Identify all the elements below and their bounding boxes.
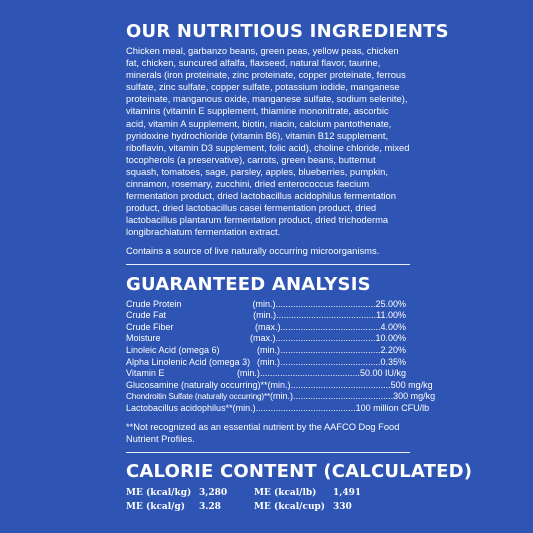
analysis-row (126, 391, 436, 403)
nutrient-name: Crude Protein (126, 298, 182, 309)
nutrient-value: ........................................300 mg/kg (293, 391, 436, 402)
nutrient-value: ........................................0.35% (280, 356, 406, 367)
calorie-value: 1,491 (333, 487, 362, 498)
analysis-heading: GUARANTEED ANALYSIS (126, 273, 371, 295)
nutrient-name: Chondroitin Sulfate (naturally occurring)** (126, 391, 271, 402)
nutrient-basis: (max.) (249, 333, 276, 344)
nutrient-basis: (max.) (254, 321, 281, 332)
nutrient-value: ........................................4.00% (280, 321, 406, 332)
calorie-label: ME (kcal/kg) (126, 487, 192, 498)
nutrient-name: Alpha Linolenic Acid (omega 3) (126, 356, 251, 367)
nutrient-value: ........................................10.00% (275, 333, 406, 344)
nutrient-value: ........................................2.20% (280, 344, 406, 355)
section-divider (126, 452, 410, 453)
calorie-heading: CALORIE CONTENT (CALCULATED) (126, 460, 473, 482)
analysis-row (126, 357, 406, 369)
nutrient-basis: (min.) (267, 379, 291, 390)
nutrient-name: Lactobacillus acidophilus** (126, 402, 233, 413)
aafco-footnote: **Not recognized as an essential nutrient by the AAFCO Dog Food Nutrient Profiles. (126, 421, 400, 444)
calorie-value: 330 (333, 501, 352, 512)
analysis-row (126, 322, 406, 334)
nutrient-value: ........................................50.00 IU/kg (259, 368, 406, 379)
analysis-row (126, 402, 430, 415)
analysis-row (126, 345, 406, 357)
nutrient-name: Glucosamine (naturally occurring)** (126, 379, 268, 390)
calorie-value: 3.28 (199, 501, 221, 512)
analysis-table (126, 298, 436, 415)
analysis-row (126, 310, 406, 322)
nutrient-name: Crude Fat (126, 310, 167, 321)
calorie-table (126, 486, 410, 514)
calorie-row (126, 486, 410, 500)
nutrient-value: ........................................11.00% (276, 310, 406, 321)
nutrient-name: Vitamin E (126, 368, 165, 379)
analysis-row (126, 379, 433, 392)
nutrient-value: ........................................100 million CFU/lb (255, 402, 430, 413)
nutrient-basis: (min.) (236, 368, 260, 379)
nutrient-name: Crude Fiber (126, 321, 174, 332)
calorie-label: ME (kcal/lb) (254, 487, 317, 498)
nutrient-value: ........................................500 mg/kg (290, 379, 433, 390)
calorie-row (126, 500, 410, 514)
nutrient-basis: (min.) (270, 391, 294, 402)
nutrient-basis: (min.) (256, 344, 280, 355)
nutrient-name: Linoleic Acid (omega 6) (126, 344, 220, 355)
nutrient-basis: (min.) (232, 402, 256, 413)
calorie-value: 3,280 (199, 487, 228, 498)
analysis-row (126, 299, 406, 311)
nutrition-panel (126, 21, 473, 514)
nutrient-basis: (min.) (253, 310, 277, 321)
nutrient-name: Moisture (126, 333, 161, 344)
ingredients-heading: OUR NUTRITIOUS INGREDIENTS (126, 21, 449, 42)
analysis-row (126, 333, 406, 345)
nutrient-value: ........................................25.00% (275, 298, 406, 309)
calorie-label: ME (kcal/g) (126, 501, 186, 512)
nutrient-basis: (min.) (252, 298, 276, 309)
section-divider (126, 264, 410, 265)
ingredients-list: Chicken meal, garbanzo beans, green peas, yellow peas, chicken fat, chicken, suncured alfalfa, flaxseed, natural flavor, taurine, minerals (iron proteinate, zinc proteinate, copper proteinate, ferrous sulfate, zinc sulfate, copper sulfate, potassium iodide, manganese proteinate, manganous oxide, manganese sulfate, sodium selenite), vitamins (vitamin E supplement, thiamine mononitrate, ascorbic acid, vitamin A supplement, biotin, niacin, calcium pantothenate, pyridoxine hydrochloride (vitamin B6), vitamin B12 supplement, riboflavin, vitamin D3 supplement, folic acid), choline chloride, mixed tocopherols (a preservative), carrots, green beans, butternut squash, tomatoes, sage, parsley, apples, blueberries, pumpkin, cinnamon, rosemary, zucchini, dried enterococcus faecium fermentation product, dried lactobacillus acidophilus fermentation product, dried lactobacillus casei fermentation product, dried lactobacillus plantarum fermentation product, dried trichoderma longibrachiatum fermentation extract. (126, 45, 410, 238)
calorie-label: ME (kcal/cup) (254, 501, 326, 512)
probiotic-note: Contains a source of live naturally occurring microorganisms. (126, 244, 380, 256)
analysis-row (126, 368, 406, 380)
nutrient-basis: (min.) (256, 356, 280, 367)
